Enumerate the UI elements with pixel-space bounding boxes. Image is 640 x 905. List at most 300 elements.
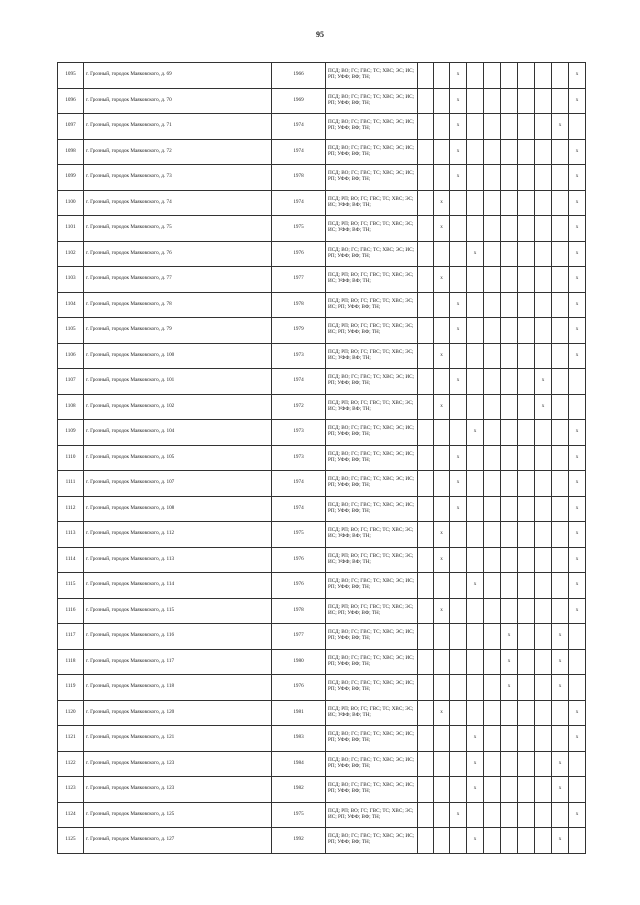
row-mark-cell: [535, 292, 552, 318]
row-mark-cell: [535, 114, 552, 140]
row-mark-cell: [552, 420, 569, 446]
row-mark-cell: [450, 777, 467, 803]
table-row: [58, 445, 586, 471]
row-systems: ПСД; РП; ВО; ГС; ГВС; ТС; ХВС; ЭС; ИС; УФФ; ВФ; ТН;: [326, 522, 418, 548]
row-mark-cell: x: [552, 828, 569, 854]
row-systems: ПСД; ВО; ГС; ГВС; ТС; ХВС; ЭС; ИС; РП; УФФ; ВФ; ТН;: [326, 624, 418, 650]
row-mark-cell: x: [552, 624, 569, 650]
row-mark-cell: [518, 63, 535, 89]
row-mark-cell: [518, 726, 535, 752]
row-mark-cell: [552, 190, 569, 216]
row-mark-cell: [418, 496, 434, 522]
row-mark-cell: [467, 63, 484, 89]
row-mark-cell: [450, 343, 467, 369]
row-mark-cell: [467, 700, 484, 726]
row-systems: ПСД; ВО; ГС; ГВС; ТС; ХВС; ЭС; ИС; РП; УФФ; ВФ; ТН;: [326, 726, 418, 752]
table-row: [58, 292, 586, 318]
row-mark-cell: [518, 675, 535, 701]
row-mark-cell: [484, 394, 501, 420]
row-systems: ПСД; ВО; ГС; ГВС; ТС; ХВС; ЭС; ИС; РП; УФФ; ВФ; ТН;: [326, 445, 418, 471]
row-mark-cell: [552, 598, 569, 624]
row-mark-cell: [434, 802, 450, 828]
row-mark-cell: x: [450, 445, 467, 471]
row-mark-cell: [518, 343, 535, 369]
table-row: [58, 828, 586, 854]
row-address: г. Грозный, городок Маяковского, д. 73: [84, 165, 272, 191]
row-number: 1104: [58, 292, 84, 318]
row-number: 1116: [58, 598, 84, 624]
row-mark-cell: [450, 675, 467, 701]
row-mark-cell: [450, 573, 467, 599]
row-mark-cell: [484, 700, 501, 726]
row-mark-cell: x: [569, 471, 586, 497]
row-mark-cell: x: [434, 598, 450, 624]
row-mark-cell: [518, 496, 535, 522]
row-mark-cell: x: [501, 675, 518, 701]
row-mark-cell: [418, 241, 434, 267]
row-mark-cell: [450, 700, 467, 726]
row-mark-cell: x: [434, 522, 450, 548]
row-mark-cell: [535, 624, 552, 650]
row-mark-cell: [434, 63, 450, 89]
row-systems: ПСД; ВО; ГС; ГВС; ТС; ХВС; ЭС; ИС; РП; УФФ; ВФ; ТН;: [326, 165, 418, 191]
row-mark-cell: [418, 318, 434, 344]
row-year: 1984: [272, 751, 326, 777]
row-mark-cell: [552, 802, 569, 828]
row-address: г. Грозный, городок Маяковского, д. 102: [84, 394, 272, 420]
row-mark-cell: [467, 318, 484, 344]
row-mark-cell: [518, 190, 535, 216]
row-systems: ПСД; ВО; ГС; ГВС; ТС; ХВС; ЭС; ИС; РП; УФФ; ВФ; ТН;: [326, 649, 418, 675]
row-year: 1992: [272, 828, 326, 854]
row-mark-cell: [450, 394, 467, 420]
row-mark-cell: x: [569, 802, 586, 828]
row-mark-cell: x: [569, 318, 586, 344]
row-mark-cell: [484, 369, 501, 395]
row-mark-cell: [518, 522, 535, 548]
row-mark-cell: x: [569, 292, 586, 318]
row-mark-cell: [467, 802, 484, 828]
row-mark-cell: [518, 139, 535, 165]
row-systems: ПСД; РП; ВО; ГС; ГВС; ТС; ХВС; ЭС; ИС; УФФ; ВФ; ТН;: [326, 343, 418, 369]
row-mark-cell: [535, 598, 552, 624]
row-mark-cell: [434, 369, 450, 395]
row-systems: ПСД; РП; ВО; ГС; ГВС; ТС; ХВС; ЭС; ИС; УФФ; ВФ; ТН;: [326, 547, 418, 573]
row-mark-cell: [501, 522, 518, 548]
table-row: [58, 675, 586, 701]
row-systems: ПСД; ВО; ГС; ГВС; ТС; ХВС; ЭС; ИС; РП; УФФ; ВФ; ТН;: [326, 471, 418, 497]
table-row: [58, 624, 586, 650]
row-address: г. Грозный, городок Маяковского, д. 104: [84, 420, 272, 446]
row-mark-cell: [467, 624, 484, 650]
row-mark-cell: x: [569, 496, 586, 522]
table-row: [58, 63, 586, 89]
row-systems: ПСД; РП; ВО; ГС; ГВС; ТС; ХВС; ЭС; ИС; УФФ; ВФ; ТН;: [326, 700, 418, 726]
row-address: г. Грозный, городок Маяковского, д. 118: [84, 675, 272, 701]
row-mark-cell: [535, 445, 552, 471]
row-mark-cell: [418, 649, 434, 675]
table-row: [58, 369, 586, 395]
row-number: 1111: [58, 471, 84, 497]
row-mark-cell: [467, 165, 484, 191]
row-mark-cell: [501, 343, 518, 369]
row-mark-cell: [552, 267, 569, 293]
row-mark-cell: x: [450, 292, 467, 318]
row-mark-cell: [418, 267, 434, 293]
row-mark-cell: [501, 802, 518, 828]
row-mark-cell: [418, 420, 434, 446]
row-mark-cell: [535, 420, 552, 446]
row-mark-cell: x: [450, 165, 467, 191]
row-number: 1097: [58, 114, 84, 140]
row-address: г. Грозный, городок Маяковского, д. 125: [84, 802, 272, 828]
row-address: г. Грозный, городок Маяковского, д. 105: [84, 445, 272, 471]
row-mark-cell: [467, 675, 484, 701]
row-mark-cell: x: [569, 522, 586, 548]
row-number: 1119: [58, 675, 84, 701]
table-row: [58, 88, 586, 114]
row-year: 1966: [272, 63, 326, 89]
row-mark-cell: [450, 547, 467, 573]
row-address: г. Грозный, городок Маяковского, д. 78: [84, 292, 272, 318]
row-number: 1117: [58, 624, 84, 650]
row-mark-cell: [484, 496, 501, 522]
row-mark-cell: [501, 598, 518, 624]
row-mark-cell: [501, 828, 518, 854]
row-address: г. Грозный, городок Маяковского, д. 76: [84, 241, 272, 267]
row-mark-cell: [535, 802, 552, 828]
row-mark-cell: [535, 573, 552, 599]
row-number: 1108: [58, 394, 84, 420]
row-mark-cell: [552, 139, 569, 165]
row-mark-cell: x: [450, 139, 467, 165]
row-mark-cell: [467, 139, 484, 165]
row-mark-cell: [450, 420, 467, 446]
row-mark-cell: [535, 63, 552, 89]
row-mark-cell: [535, 165, 552, 191]
row-mark-cell: x: [569, 598, 586, 624]
row-mark-cell: [552, 369, 569, 395]
row-systems: ПСД; ВО; ГС; ГВС; ТС; ХВС; ЭС; ИС; РП; УФФ; ВФ; ТН;: [326, 139, 418, 165]
row-mark-cell: x: [434, 394, 450, 420]
row-address: г. Грозный, городок Маяковского, д. 75: [84, 216, 272, 242]
row-mark-cell: x: [569, 700, 586, 726]
row-mark-cell: x: [552, 751, 569, 777]
row-mark-cell: [450, 522, 467, 548]
row-mark-cell: [484, 88, 501, 114]
row-mark-cell: x: [467, 828, 484, 854]
row-number: 1099: [58, 165, 84, 191]
row-mark-cell: x: [450, 471, 467, 497]
row-mark-cell: x: [434, 267, 450, 293]
row-mark-cell: [518, 114, 535, 140]
row-mark-cell: [484, 777, 501, 803]
row-mark-cell: [501, 573, 518, 599]
row-mark-cell: [518, 292, 535, 318]
row-number: 1103: [58, 267, 84, 293]
row-year: 1974: [272, 471, 326, 497]
row-systems: ПСД; РП; ВО; ГС; ГВС; ТС; ХВС; ЭС; ИС; УФФ; ВФ; ТН;: [326, 216, 418, 242]
row-mark-cell: [569, 828, 586, 854]
row-mark-cell: x: [552, 114, 569, 140]
row-mark-cell: [418, 828, 434, 854]
row-mark-cell: x: [552, 675, 569, 701]
row-mark-cell: [484, 165, 501, 191]
row-mark-cell: [467, 496, 484, 522]
row-mark-cell: [535, 522, 552, 548]
row-mark-cell: [535, 547, 552, 573]
row-number: 1109: [58, 420, 84, 446]
row-number: 1125: [58, 828, 84, 854]
row-mark-cell: [434, 471, 450, 497]
row-mark-cell: x: [569, 216, 586, 242]
row-mark-cell: [418, 165, 434, 191]
row-mark-cell: [418, 777, 434, 803]
row-systems: ПСД; ВО; ГС; ГВС; ТС; ХВС; ЭС; ИС; РП; УФФ; ВФ; ТН;: [326, 369, 418, 395]
table-row: [58, 114, 586, 140]
row-number: 1105: [58, 318, 84, 344]
row-number: 1112: [58, 496, 84, 522]
table-row: [58, 343, 586, 369]
row-systems: ПСД; ВО; ГС; ГВС; ТС; ХВС; ЭС; ИС; РП; УФФ; ВФ; ТН;: [326, 88, 418, 114]
row-mark-cell: [501, 190, 518, 216]
row-mark-cell: [518, 802, 535, 828]
row-systems: ПСД; РП; ВО; ГС; ГВС; ТС; ХВС; ЭС; ИС; УФФ; ВФ; ТН;: [326, 190, 418, 216]
row-systems: ПСД; ВО; ГС; ГВС; ТС; ХВС; ЭС; ИС; РП; УФФ; ВФ; ТН;: [326, 675, 418, 701]
row-year: 1981: [272, 700, 326, 726]
row-mark-cell: [418, 726, 434, 752]
row-mark-cell: [518, 88, 535, 114]
row-mark-cell: x: [569, 88, 586, 114]
row-mark-cell: x: [434, 216, 450, 242]
row-mark-cell: [535, 241, 552, 267]
row-mark-cell: [518, 777, 535, 803]
row-mark-cell: [552, 318, 569, 344]
row-mark-cell: [484, 649, 501, 675]
row-mark-cell: [552, 292, 569, 318]
row-mark-cell: x: [467, 726, 484, 752]
row-mark-cell: [484, 445, 501, 471]
table-row: [58, 649, 586, 675]
row-mark-cell: [434, 649, 450, 675]
table-row: [58, 522, 586, 548]
row-systems: ПСД; РП; ВО; ГС; ГВС; ТС; ХВС; ЭС; ИС; РП; УФФ; ВФ; ТН;: [326, 318, 418, 344]
row-systems: ПСД; РП; ВО; ГС; ГВС; ТС; ХВС; ЭС; ИС; УФФ; ВФ; ТН;: [326, 267, 418, 293]
row-mark-cell: [467, 267, 484, 293]
row-address: г. Грозный, городок Маяковского, д. 112: [84, 522, 272, 548]
row-year: 1976: [272, 241, 326, 267]
row-mark-cell: [418, 139, 434, 165]
row-mark-cell: [518, 649, 535, 675]
row-mark-cell: [467, 394, 484, 420]
row-address: г. Грозный, городок Маяковского, д. 71: [84, 114, 272, 140]
row-mark-cell: [484, 751, 501, 777]
row-systems: ПСД; ВО; ГС; ГВС; ТС; ХВС; ЭС; ИС; РП; УФФ; ВФ; ТН;: [326, 828, 418, 854]
row-mark-cell: [434, 496, 450, 522]
row-mark-cell: x: [569, 139, 586, 165]
row-mark-cell: [484, 190, 501, 216]
row-year: 1978: [272, 292, 326, 318]
row-systems: ПСД; ВО; ГС; ГВС; ТС; ХВС; ЭС; ИС; РП; УФФ; ВФ; ТН;: [326, 496, 418, 522]
row-mark-cell: [418, 624, 434, 650]
row-number: 1098: [58, 139, 84, 165]
row-mark-cell: [434, 445, 450, 471]
row-mark-cell: [484, 547, 501, 573]
row-mark-cell: [569, 777, 586, 803]
row-mark-cell: x: [450, 369, 467, 395]
row-mark-cell: [467, 190, 484, 216]
row-mark-cell: x: [450, 318, 467, 344]
row-mark-cell: [450, 649, 467, 675]
table-row: [58, 190, 586, 216]
row-mark-cell: [434, 292, 450, 318]
row-mark-cell: [569, 394, 586, 420]
row-year: 1977: [272, 624, 326, 650]
row-number: 1095: [58, 63, 84, 89]
table-row: [58, 547, 586, 573]
row-mark-cell: [434, 624, 450, 650]
row-mark-cell: [484, 828, 501, 854]
row-mark-cell: [569, 114, 586, 140]
table-row: [58, 700, 586, 726]
row-mark-cell: [484, 241, 501, 267]
row-year: 1974: [272, 190, 326, 216]
row-mark-cell: x: [535, 369, 552, 395]
row-address: г. Грозный, городок Маяковского, д. 77: [84, 267, 272, 293]
row-mark-cell: [418, 598, 434, 624]
row-mark-cell: x: [569, 63, 586, 89]
row-mark-cell: [518, 828, 535, 854]
row-mark-cell: [434, 573, 450, 599]
row-mark-cell: [501, 547, 518, 573]
row-mark-cell: [484, 318, 501, 344]
row-mark-cell: [552, 547, 569, 573]
row-mark-cell: x: [467, 241, 484, 267]
table-row: [58, 471, 586, 497]
row-mark-cell: [518, 165, 535, 191]
row-mark-cell: [552, 726, 569, 752]
row-mark-cell: [484, 598, 501, 624]
row-mark-cell: [569, 649, 586, 675]
table-row: [58, 496, 586, 522]
row-mark-cell: [484, 267, 501, 293]
row-mark-cell: [535, 267, 552, 293]
row-mark-cell: [484, 63, 501, 89]
row-year: 1974: [272, 114, 326, 140]
row-year: 1974: [272, 139, 326, 165]
row-mark-cell: x: [569, 420, 586, 446]
row-mark-cell: [552, 522, 569, 548]
row-mark-cell: x: [434, 190, 450, 216]
row-systems: ПСД; РП; ВО; ГС; ГВС; ТС; ХВС; ЭС; ИС; РП; УФФ; ВФ; ТН;: [326, 802, 418, 828]
row-number: 1113: [58, 522, 84, 548]
row-mark-cell: [484, 624, 501, 650]
row-mark-cell: [552, 496, 569, 522]
table-row: [58, 318, 586, 344]
row-mark-cell: [518, 369, 535, 395]
row-mark-cell: [467, 547, 484, 573]
row-systems: ПСД; ВО; ГС; ГВС; ТС; ХВС; ЭС; ИС; РП; УФФ; ВФ; ТН;: [326, 114, 418, 140]
row-mark-cell: [518, 547, 535, 573]
row-year: 1975: [272, 802, 326, 828]
row-number: 1121: [58, 726, 84, 752]
row-mark-cell: [535, 496, 552, 522]
row-address: г. Грозный, городок Маяковского, д. 116: [84, 624, 272, 650]
row-mark-cell: [484, 139, 501, 165]
row-mark-cell: [418, 751, 434, 777]
row-mark-cell: x: [450, 802, 467, 828]
row-number: 1124: [58, 802, 84, 828]
row-mark-cell: [418, 547, 434, 573]
table-row: [58, 216, 586, 242]
row-mark-cell: [552, 445, 569, 471]
row-mark-cell: [467, 369, 484, 395]
row-address: г. Грозный, городок Маяковского, д. 69: [84, 63, 272, 89]
row-mark-cell: x: [467, 777, 484, 803]
row-mark-cell: [450, 598, 467, 624]
row-mark-cell: [434, 726, 450, 752]
row-mark-cell: [535, 471, 552, 497]
row-mark-cell: [418, 700, 434, 726]
row-mark-cell: [418, 190, 434, 216]
row-mark-cell: [467, 88, 484, 114]
table-row: [58, 241, 586, 267]
row-mark-cell: [535, 675, 552, 701]
row-address: г. Грозный, городок Маяковского, д. 100: [84, 343, 272, 369]
row-mark-cell: [501, 114, 518, 140]
row-mark-cell: [467, 292, 484, 318]
row-year: 1972: [272, 394, 326, 420]
table-row: [58, 394, 586, 420]
row-year: 1978: [272, 165, 326, 191]
row-mark-cell: [518, 318, 535, 344]
row-mark-cell: [418, 445, 434, 471]
table-row: [58, 751, 586, 777]
row-systems: ПСД; РП; ВО; ГС; ГВС; ТС; ХВС; ЭС; ИС; УФФ; ВФ; ТН;: [326, 394, 418, 420]
row-mark-cell: [467, 649, 484, 675]
row-number: 1122: [58, 751, 84, 777]
table-row: [58, 267, 586, 293]
row-year: 1980: [272, 649, 326, 675]
row-number: 1118: [58, 649, 84, 675]
row-mark-cell: [450, 624, 467, 650]
row-mark-cell: [467, 471, 484, 497]
row-year: 1976: [272, 675, 326, 701]
row-systems: ПСД; ВО; ГС; ГВС; ТС; ХВС; ЭС; ИС; РП; УФФ; ВФ; ТН;: [326, 777, 418, 803]
row-systems: ПСД; ВО; ГС; ГВС; ТС; ХВС; ЭС; ИС; РП; УФФ; ВФ; ТН;: [326, 420, 418, 446]
row-year: 1973: [272, 420, 326, 446]
row-mark-cell: x: [467, 420, 484, 446]
row-mark-cell: [434, 420, 450, 446]
row-mark-cell: [434, 318, 450, 344]
row-mark-cell: x: [450, 63, 467, 89]
row-mark-cell: x: [450, 496, 467, 522]
row-mark-cell: x: [450, 114, 467, 140]
page-number: 95: [316, 30, 324, 39]
row-address: г. Грозный, городок Маяковского, д. 120: [84, 700, 272, 726]
row-mark-cell: [418, 522, 434, 548]
row-mark-cell: [552, 88, 569, 114]
row-mark-cell: [450, 241, 467, 267]
row-mark-cell: [467, 445, 484, 471]
row-mark-cell: [434, 139, 450, 165]
row-mark-cell: [434, 751, 450, 777]
row-mark-cell: [484, 802, 501, 828]
row-mark-cell: [484, 573, 501, 599]
row-mark-cell: [450, 726, 467, 752]
row-mark-cell: [434, 165, 450, 191]
row-address: г. Грозный, городок Маяковского, д. 101: [84, 369, 272, 395]
